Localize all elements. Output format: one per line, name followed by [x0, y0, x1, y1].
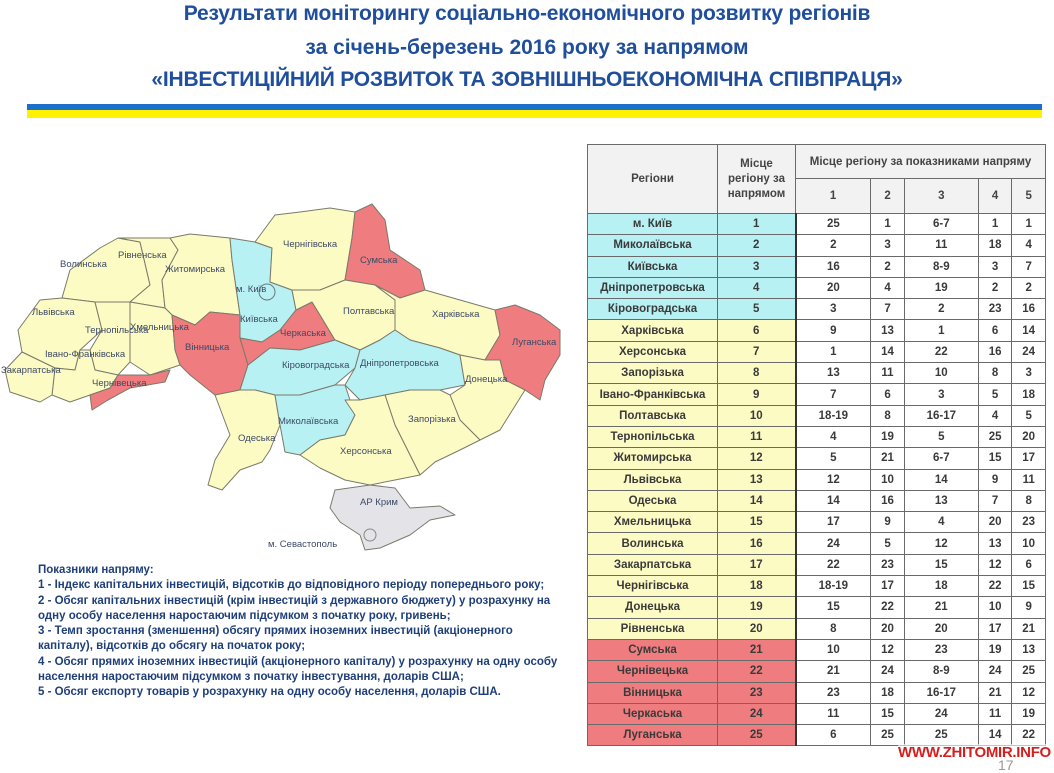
table-row	[588, 725, 1046, 746]
region-name-cell: Запорізька	[588, 363, 718, 384]
indicator-2-rank-cell: 22	[871, 597, 905, 618]
indicator-2-rank-cell: 25	[871, 725, 905, 746]
region-name-cell: Черкаська	[588, 703, 718, 724]
indicator-4-rank-cell: 19	[978, 639, 1012, 660]
table-row	[588, 576, 1046, 597]
indicator-2-rank-cell: 17	[871, 576, 905, 597]
indicator-1-rank-cell: 6	[796, 725, 871, 746]
region-name-cell: Житомирська	[588, 448, 718, 469]
indicator-1-rank-cell: 4	[796, 426, 871, 447]
indicator-5-rank-cell: 1	[1012, 214, 1046, 235]
indicator-2-rank-cell: 15	[871, 703, 905, 724]
map-label-kirovohrad: Кіровоградська	[282, 360, 350, 371]
overall-place-cell: 21	[718, 639, 796, 660]
indicator-2-rank-cell: 1	[871, 214, 905, 235]
region-name-cell: Тернопільська	[588, 426, 718, 447]
indicator-1-rank-cell: 22	[796, 554, 871, 575]
map-label-volyn: Волинська	[60, 259, 107, 270]
overall-place-cell: 16	[718, 533, 796, 554]
region-name-cell: Чернігівська	[588, 576, 718, 597]
indicator-2-rank-cell: 12	[871, 639, 905, 660]
indicator-4-rank-cell: 11	[978, 703, 1012, 724]
indicator-4-rank-cell: 14	[978, 725, 1012, 746]
map-label-crimea: АР Крим	[360, 497, 398, 508]
indicator-4-rank-cell: 25	[978, 426, 1012, 447]
table-row	[588, 426, 1046, 447]
indicator-4-rank-cell: 9	[978, 469, 1012, 490]
indicator-3-rank-cell: 14	[904, 469, 978, 490]
map-label-odesa: Одеська	[238, 433, 276, 444]
table-row	[588, 490, 1046, 511]
page-title-line-1: Результати моніторингу соціально-економічного розвитку регіонів	[183, 2, 871, 25]
table-row	[588, 639, 1046, 660]
region-name-cell: Львівська	[588, 469, 718, 490]
indicator-2-rank-cell: 18	[871, 682, 905, 703]
indicator-3-rank-cell: 24	[904, 703, 978, 724]
indicator-5-rank-cell: 20	[1012, 426, 1046, 447]
map-label-khmelnytskyi: Хмельницька	[130, 322, 189, 333]
overall-place-cell: 15	[718, 512, 796, 533]
page-title-line-2: за січень-березень 2016 року за напрямом	[305, 36, 749, 59]
indicator-1-rank-cell: 2	[796, 235, 871, 256]
indicator-2-rank-cell: 21	[871, 448, 905, 469]
indicator-5-rank-cell: 21	[1012, 618, 1046, 639]
indicator-2-rank-cell: 14	[871, 341, 905, 362]
indicator-2-rank-cell: 24	[871, 661, 905, 682]
indicator-3-rank-cell: 13	[904, 490, 978, 511]
indicator-4-rank-cell: 13	[978, 533, 1012, 554]
indicator-4-rank-cell: 2	[978, 277, 1012, 298]
header-indicator-3: 3	[904, 179, 978, 214]
page-number: 17	[998, 757, 1014, 773]
table-row	[588, 469, 1046, 490]
indicator-4-rank-cell: 22	[978, 576, 1012, 597]
region-name-cell: Івано-Франківська	[588, 384, 718, 405]
region-name-cell: Кіровоградська	[588, 299, 718, 320]
indicator-5-rank-cell: 9	[1012, 597, 1046, 618]
indicator-4-rank-cell: 3	[978, 256, 1012, 277]
legend-item-4: 4 - Обсяг прямих іноземних інвестицій (акціонерного капіталу) у розрахунку на одну особу населення наростаючим підсумком з початку інвестування, доларів США;	[38, 655, 558, 684]
map-label-ivano-frankivsk: Івано-Франківська	[45, 349, 126, 360]
table-row	[588, 703, 1046, 724]
indicator-4-rank-cell: 7	[978, 490, 1012, 511]
map-label-lviv: Львівська	[32, 307, 75, 318]
legend-item-1: 1 - Індекс капітальних інвестицій, відсотків до відповідного періоду попереднього року;	[38, 579, 545, 592]
watermark: WWW.ZHITOMIR.INFO	[898, 744, 1051, 761]
indicator-3-rank-cell: 23	[904, 639, 978, 660]
legend-item-5: 5 - Обсяг експорту товарів у розрахунку на одну особу населення, доларів США.	[38, 686, 501, 699]
indicator-3-rank-cell: 18	[904, 576, 978, 597]
indicator-1-rank-cell: 18-19	[796, 576, 871, 597]
region-name-cell: Полтавська	[588, 405, 718, 426]
map-label-ternopil: Тернопільська	[85, 325, 149, 336]
indicator-3-rank-cell: 15	[904, 554, 978, 575]
flag-stripe-yellow	[27, 110, 1042, 118]
indicator-2-rank-cell: 7	[871, 299, 905, 320]
indicator-3-rank-cell: 6-7	[904, 214, 978, 235]
map-label-kyiv-city: м. Київ	[236, 284, 267, 295]
indicator-1-rank-cell: 10	[796, 639, 871, 660]
overall-place-cell: 3	[718, 256, 796, 277]
overall-place-cell: 10	[718, 405, 796, 426]
indicator-4-rank-cell: 20	[978, 512, 1012, 533]
indicator-3-rank-cell: 4	[904, 512, 978, 533]
indicator-1-rank-cell: 13	[796, 363, 871, 384]
overall-place-cell: 18	[718, 576, 796, 597]
indicator-2-rank-cell: 13	[871, 320, 905, 341]
indicator-3-rank-cell: 8-9	[904, 661, 978, 682]
region-name-cell: Херсонська	[588, 341, 718, 362]
map-label-mykolaiv: Миколаївська	[278, 416, 339, 427]
legend-title: Показники напряму:	[38, 564, 154, 576]
indicator-4-rank-cell: 6	[978, 320, 1012, 341]
indicator-4-rank-cell: 8	[978, 363, 1012, 384]
indicator-1-rank-cell: 14	[796, 490, 871, 511]
overall-place-cell: 7	[718, 341, 796, 362]
indicator-3-rank-cell: 10	[904, 363, 978, 384]
region-name-cell: Харківська	[588, 320, 718, 341]
indicator-3-rank-cell: 11	[904, 235, 978, 256]
table-row	[588, 448, 1046, 469]
indicator-5-rank-cell: 12	[1012, 682, 1046, 703]
indicator-1-rank-cell: 5	[796, 448, 871, 469]
table-row	[588, 235, 1046, 256]
indicator-1-rank-cell: 12	[796, 469, 871, 490]
overall-place-cell: 17	[718, 554, 796, 575]
indicator-1-rank-cell: 1	[796, 341, 871, 362]
region-name-cell: Донецька	[588, 597, 718, 618]
overall-place-cell: 14	[718, 490, 796, 511]
indicator-3-rank-cell: 25	[904, 725, 978, 746]
table-row	[588, 405, 1046, 426]
indicator-4-rank-cell: 1	[978, 214, 1012, 235]
map-label-zhytomyr: Житомирська	[165, 264, 226, 275]
table-row	[588, 682, 1046, 703]
indicator-3-rank-cell: 5	[904, 426, 978, 447]
indicator-5-rank-cell: 17	[1012, 448, 1046, 469]
header-place: Місце регіону за напрямом	[718, 145, 796, 214]
indicator-2-rank-cell: 4	[871, 277, 905, 298]
region-name-cell: Рівненська	[588, 618, 718, 639]
map-label-cherkasy: Черкаська	[280, 328, 326, 339]
indicator-1-rank-cell: 18-19	[796, 405, 871, 426]
table-row	[588, 341, 1046, 362]
indicator-5-rank-cell: 23	[1012, 512, 1046, 533]
indicator-5-rank-cell: 7	[1012, 256, 1046, 277]
indicator-2-rank-cell: 9	[871, 512, 905, 533]
overall-place-cell: 13	[718, 469, 796, 490]
indicator-2-rank-cell: 5	[871, 533, 905, 554]
indicator-3-rank-cell: 12	[904, 533, 978, 554]
indicator-4-rank-cell: 15	[978, 448, 1012, 469]
region-volyn	[62, 238, 150, 302]
overall-place-cell: 6	[718, 320, 796, 341]
map-label-sevastopol: м. Севастополь	[268, 539, 338, 550]
indicator-5-rank-cell: 13	[1012, 639, 1046, 660]
region-name-cell: Одеська	[588, 490, 718, 511]
header-regions: Регіони	[588, 145, 718, 214]
indicator-4-rank-cell: 12	[978, 554, 1012, 575]
overall-place-cell: 11	[718, 426, 796, 447]
indicator-5-rank-cell: 6	[1012, 554, 1046, 575]
map-label-donetsk: Донецька	[465, 374, 508, 385]
table-row	[588, 554, 1046, 575]
table-row	[588, 512, 1046, 533]
overall-place-cell: 23	[718, 682, 796, 703]
indicator-5-rank-cell: 3	[1012, 363, 1046, 384]
indicator-4-rank-cell: 5	[978, 384, 1012, 405]
indicator-2-rank-cell: 10	[871, 469, 905, 490]
overall-place-cell: 8	[718, 363, 796, 384]
indicator-2-rank-cell: 2	[871, 256, 905, 277]
indicator-5-rank-cell: 11	[1012, 469, 1046, 490]
region-name-cell: Дніпропетровська	[588, 277, 718, 298]
indicator-1-rank-cell: 16	[796, 256, 871, 277]
indicator-2-rank-cell: 23	[871, 554, 905, 575]
indicator-1-rank-cell: 3	[796, 299, 871, 320]
header-indicator-5: 5	[1012, 179, 1046, 214]
map-label-zaporizhzhia: Запорізька	[408, 414, 456, 425]
indicator-5-rank-cell: 4	[1012, 235, 1046, 256]
legend-item-3: 3 - Темп зростання (зменшення) обсягу прямих іноземних інвестицій (акціонерного капіталу), відсотків до обсягу на початок року;	[38, 625, 513, 653]
indicator-2-rank-cell: 6	[871, 384, 905, 405]
indicator-1-rank-cell: 15	[796, 597, 871, 618]
indicator-4-rank-cell: 23	[978, 299, 1012, 320]
overall-place-cell: 20	[718, 618, 796, 639]
region-name-cell: Луганська	[588, 725, 718, 746]
table-row	[588, 214, 1046, 235]
overall-place-cell: 25	[718, 725, 796, 746]
header-indicator-4: 4	[978, 179, 1012, 214]
table-row	[588, 384, 1046, 405]
overall-place-cell: 22	[718, 661, 796, 682]
rankings-table	[587, 144, 1046, 746]
map-label-chernihiv: Чернігівська	[283, 239, 338, 250]
map-label-dnipro: Дніпропетровська	[360, 358, 439, 369]
region-name-cell: Хмельницька	[588, 512, 718, 533]
indicator-1-rank-cell: 9	[796, 320, 871, 341]
indicator-1-rank-cell: 23	[796, 682, 871, 703]
region-name-cell: м. Київ	[588, 214, 718, 235]
overall-place-cell: 4	[718, 277, 796, 298]
table-row	[588, 299, 1046, 320]
map-label-sumy: Сумська	[360, 255, 398, 266]
indicator-1-rank-cell: 24	[796, 533, 871, 554]
region-name-cell: Миколаївська	[588, 235, 718, 256]
indicator-2-rank-cell: 16	[871, 490, 905, 511]
map-label-kyiv-oblast: Київська	[240, 314, 278, 325]
region-name-cell: Сумська	[588, 639, 718, 660]
indicator-3-rank-cell: 22	[904, 341, 978, 362]
header-indicator-1: 1	[796, 179, 871, 214]
indicator-1-rank-cell: 17	[796, 512, 871, 533]
indicator-5-rank-cell: 22	[1012, 725, 1046, 746]
indicator-3-rank-cell: 21	[904, 597, 978, 618]
map-label-zakarpattia: Закарпатська	[1, 365, 61, 376]
indicator-3-rank-cell: 6-7	[904, 448, 978, 469]
indicator-4-rank-cell: 16	[978, 341, 1012, 362]
indicator-4-rank-cell: 17	[978, 618, 1012, 639]
table-row	[588, 618, 1046, 639]
indicator-3-rank-cell: 2	[904, 299, 978, 320]
indicator-1-rank-cell: 25	[796, 214, 871, 235]
map-label-luhansk: Луганська	[512, 337, 557, 348]
overall-place-cell: 1	[718, 214, 796, 235]
indicator-3-rank-cell: 16-17	[904, 405, 978, 426]
indicator-5-rank-cell: 16	[1012, 299, 1046, 320]
map-label-poltava: Полтавська	[343, 306, 395, 317]
table-row	[588, 533, 1046, 554]
map-label-chernivtsi: Чернівецька	[92, 378, 147, 389]
indicator-5-rank-cell: 19	[1012, 703, 1046, 724]
indicator-1-rank-cell: 8	[796, 618, 871, 639]
overall-place-cell: 19	[718, 597, 796, 618]
indicator-5-rank-cell: 5	[1012, 405, 1046, 426]
indicator-5-rank-cell: 15	[1012, 576, 1046, 597]
indicator-3-rank-cell: 1	[904, 320, 978, 341]
overall-place-cell: 24	[718, 703, 796, 724]
page-title-line-3: «ІНВЕСТИЦІЙНИЙ РОЗВИТОК ТА ЗОВНІШНЬОЕКОНОМІЧНА СПІВПРАЦЯ»	[151, 68, 903, 91]
indicator-5-rank-cell: 8	[1012, 490, 1046, 511]
map-label-vinnytsia: Вінницька	[185, 342, 230, 353]
indicator-5-rank-cell: 24	[1012, 341, 1046, 362]
indicator-1-rank-cell: 20	[796, 277, 871, 298]
indicator-1-rank-cell: 21	[796, 661, 871, 682]
region-name-cell: Закарпатська	[588, 554, 718, 575]
region-name-cell: Чернівецька	[588, 661, 718, 682]
legend-item-2: 2 - Обсяг капітальних інвестицій (крім інвестицій з державного бюджету) у розрахунку на одну особу населення наростаючим підсумком з початку року, гривень;	[38, 594, 551, 622]
indicator-3-rank-cell: 16-17	[904, 682, 978, 703]
indicator-4-rank-cell: 10	[978, 597, 1012, 618]
indicator-3-rank-cell: 20	[904, 618, 978, 639]
indicator-4-rank-cell: 4	[978, 405, 1012, 426]
indicator-2-rank-cell: 20	[871, 618, 905, 639]
overall-place-cell: 9	[718, 384, 796, 405]
map-label-kharkiv: Харківська	[432, 309, 480, 320]
map-label-rivne: Рівненська	[118, 250, 167, 261]
region-name-cell: Київська	[588, 256, 718, 277]
map-label-kherson: Херсонська	[340, 446, 392, 457]
ukraine-regions-map	[0, 190, 575, 560]
indicator-4-rank-cell: 21	[978, 682, 1012, 703]
indicator-2-rank-cell: 19	[871, 426, 905, 447]
indicator-3-rank-cell: 19	[904, 277, 978, 298]
region-name-cell: Волинська	[588, 533, 718, 554]
indicator-2-rank-cell: 3	[871, 235, 905, 256]
indicator-4-rank-cell: 18	[978, 235, 1012, 256]
overall-place-cell: 5	[718, 299, 796, 320]
indicator-3-rank-cell: 3	[904, 384, 978, 405]
indicator-5-rank-cell: 25	[1012, 661, 1046, 682]
table-row	[588, 277, 1046, 298]
indicator-5-rank-cell: 18	[1012, 384, 1046, 405]
table-row	[588, 597, 1046, 618]
region-name-cell: Вінницька	[588, 682, 718, 703]
indicator-5-rank-cell: 14	[1012, 320, 1046, 341]
table-row	[588, 363, 1046, 384]
indicator-5-rank-cell: 2	[1012, 277, 1046, 298]
table-row	[588, 320, 1046, 341]
table-row	[588, 661, 1046, 682]
header-indicator-group: Місце регіону за показниками напряму	[796, 145, 1046, 179]
indicator-1-rank-cell: 11	[796, 703, 871, 724]
indicator-5-rank-cell: 10	[1012, 533, 1046, 554]
indicators-legend	[38, 563, 558, 701]
table-row	[588, 256, 1046, 277]
indicator-3-rank-cell: 8-9	[904, 256, 978, 277]
indicator-2-rank-cell: 11	[871, 363, 905, 384]
indicator-4-rank-cell: 24	[978, 661, 1012, 682]
overall-place-cell: 2	[718, 235, 796, 256]
header-indicator-2: 2	[871, 179, 905, 214]
overall-place-cell: 12	[718, 448, 796, 469]
indicator-1-rank-cell: 7	[796, 384, 871, 405]
indicator-2-rank-cell: 8	[871, 405, 905, 426]
region-crimea	[330, 485, 455, 550]
